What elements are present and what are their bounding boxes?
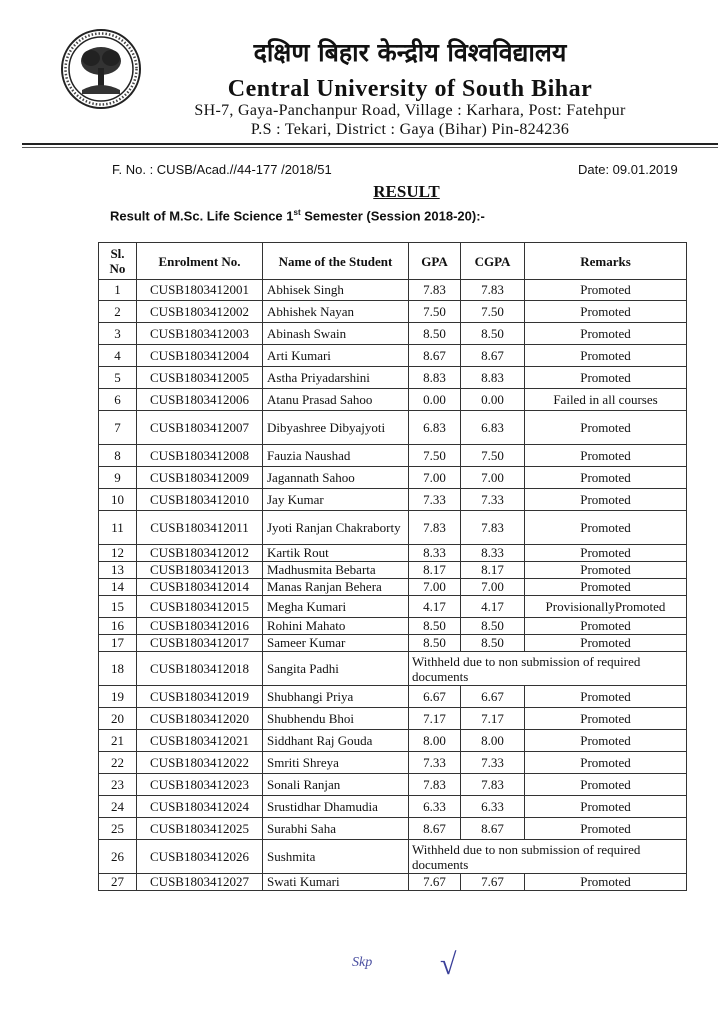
cell-student-name: Abinash Swain [263, 323, 409, 345]
cell-enrolment-no: CUSB1803412017 [137, 635, 263, 652]
cell-sl-no: 5 [99, 367, 137, 389]
cell-remarks: Promoted [525, 345, 687, 367]
cell-cgpa: 4.17 [461, 596, 525, 618]
cell-student-name: Jay Kumar [263, 489, 409, 511]
cell-enrolment-no: CUSB1803412021 [137, 730, 263, 752]
cell-gpa: 7.00 [409, 579, 461, 596]
cell-cgpa: 8.67 [461, 345, 525, 367]
cell-remarks: Promoted [525, 618, 687, 635]
signature-mark: √ [440, 948, 457, 981]
cell-cgpa: 7.33 [461, 489, 525, 511]
cell-cgpa: 7.83 [461, 280, 525, 301]
cell-enrolment-no: CUSB1803412011 [137, 511, 263, 545]
table-row [99, 301, 687, 323]
cell-cgpa: 7.00 [461, 579, 525, 596]
cell-student-name: Megha Kumari [263, 596, 409, 618]
cell-gpa: 7.83 [409, 280, 461, 301]
cell-sl-no: 7 [99, 411, 137, 445]
cell-sl-no: 12 [99, 545, 137, 562]
cell-withheld-remark: Withheld due to non submission of required documents [409, 652, 687, 686]
cell-enrolment-no: CUSB1803412013 [137, 562, 263, 579]
cell-cgpa: 8.50 [461, 618, 525, 635]
cell-gpa: 7.17 [409, 708, 461, 730]
cell-enrolment-no: CUSB1803412002 [137, 301, 263, 323]
table-row [99, 445, 687, 467]
cell-student-name: Surabhi Saha [263, 818, 409, 840]
university-name: Central University of South Bihar [227, 76, 593, 102]
cell-cgpa: 7.83 [461, 774, 525, 796]
cell-gpa: 7.00 [409, 467, 461, 489]
cell-enrolment-no: CUSB1803412004 [137, 345, 263, 367]
cell-gpa: 7.50 [409, 445, 461, 467]
address-line-2: P.S : Tekari, District : Gaya (Bihar) Pin-824236 [250, 121, 570, 138]
cell-enrolment-no: CUSB1803412019 [137, 686, 263, 708]
cell-cgpa: 8.17 [461, 562, 525, 579]
cell-cgpa: 8.50 [461, 635, 525, 652]
cell-student-name: Smriti Shreya [263, 752, 409, 774]
cell-sl-no: 6 [99, 389, 137, 411]
cell-remarks: Promoted [525, 708, 687, 730]
table-row [99, 618, 687, 635]
cell-sl-no: 13 [99, 562, 137, 579]
cell-sl-no: 18 [99, 652, 137, 686]
cell-cgpa: 8.33 [461, 545, 525, 562]
table-row [99, 730, 687, 752]
cell-remarks: Promoted [525, 752, 687, 774]
cell-enrolment-no: CUSB1803412024 [137, 796, 263, 818]
cell-remarks: Promoted [525, 323, 687, 345]
cell-sl-no: 24 [99, 796, 137, 818]
cell-student-name: Rohini Mahato [263, 618, 409, 635]
cell-remarks: Promoted [525, 467, 687, 489]
table-row [99, 345, 687, 367]
cell-remarks: Promoted [525, 818, 687, 840]
cell-cgpa: 7.50 [461, 445, 525, 467]
document-date: Date: 09.01.2019 [578, 162, 678, 177]
cell-sl-no: 4 [99, 345, 137, 367]
cell-student-name: Sonali Ranjan [263, 774, 409, 796]
cell-enrolment-no: CUSB1803412026 [137, 840, 263, 874]
file-number: F. No. : CUSB/Acad.//44-177 /2018/51 [112, 162, 332, 177]
cell-student-name: Srustidhar Dhamudia [263, 796, 409, 818]
cell-gpa: 6.33 [409, 796, 461, 818]
cell-cgpa: 7.17 [461, 708, 525, 730]
cell-cgpa: 7.83 [461, 511, 525, 545]
header-divider [22, 143, 718, 145]
cell-remarks: Promoted [525, 686, 687, 708]
cell-enrolment-no: CUSB1803412001 [137, 280, 263, 301]
cell-gpa: 8.50 [409, 323, 461, 345]
cell-gpa: 8.50 [409, 635, 461, 652]
cell-enrolment-no: CUSB1803412015 [137, 596, 263, 618]
cell-remarks: Promoted [525, 489, 687, 511]
cell-remarks: ProvisionallyPromoted [525, 596, 687, 618]
cell-cgpa: 6.83 [461, 411, 525, 445]
table-row [99, 467, 687, 489]
cell-cgpa: 6.33 [461, 796, 525, 818]
cell-gpa: 8.50 [409, 618, 461, 635]
cell-withheld-remark: Withheld due to non submission of required documents [409, 840, 687, 874]
result-heading: RESULT [373, 182, 440, 201]
cell-remarks: Promoted [525, 562, 687, 579]
cell-gpa: 7.83 [409, 511, 461, 545]
cell-cgpa: 7.00 [461, 467, 525, 489]
cell-enrolment-no: CUSB1803412014 [137, 579, 263, 596]
table-row [99, 367, 687, 389]
col-header-name: Name of the Student [263, 243, 409, 280]
cell-sl-no: 25 [99, 818, 137, 840]
cell-remarks: Promoted [525, 796, 687, 818]
cell-student-name: Sangita Padhi [263, 652, 409, 686]
cell-sl-no: 23 [99, 774, 137, 796]
table-row [99, 686, 687, 708]
cell-remarks: Promoted [525, 774, 687, 796]
cell-enrolment-no: CUSB1803412003 [137, 323, 263, 345]
cell-student-name: Abhishek Nayan [263, 301, 409, 323]
table-row [99, 280, 687, 301]
table-row [99, 635, 687, 652]
cell-cgpa: 7.50 [461, 301, 525, 323]
cell-student-name: Abhisek Singh [263, 280, 409, 301]
result-table [98, 242, 687, 891]
table-row [99, 411, 687, 445]
cell-sl-no: 8 [99, 445, 137, 467]
cell-cgpa: 8.83 [461, 367, 525, 389]
table-row [99, 796, 687, 818]
cell-student-name: Shubhangi Priya [263, 686, 409, 708]
header-divider-thin [22, 147, 718, 148]
cell-sl-no: 2 [99, 301, 137, 323]
cell-student-name: Jyoti Ranjan Chakraborty [263, 511, 409, 545]
cell-enrolment-no: CUSB1803412005 [137, 367, 263, 389]
cell-sl-no: 19 [99, 686, 137, 708]
table-row [99, 562, 687, 579]
table-row [99, 874, 687, 891]
cell-sl-no: 10 [99, 489, 137, 511]
cell-cgpa: 8.00 [461, 730, 525, 752]
cell-cgpa: 6.67 [461, 686, 525, 708]
cell-enrolment-no: CUSB1803412006 [137, 389, 263, 411]
cell-gpa: 6.83 [409, 411, 461, 445]
cell-gpa: 8.67 [409, 818, 461, 840]
cell-cgpa: 0.00 [461, 389, 525, 411]
cell-cgpa: 8.50 [461, 323, 525, 345]
cell-gpa: 8.17 [409, 562, 461, 579]
col-header-enrolment: Enrolment No. [137, 243, 263, 280]
cell-sl-no: 9 [99, 467, 137, 489]
cell-student-name: Fauzia Naushad [263, 445, 409, 467]
cell-sl-no: 1 [99, 280, 137, 301]
col-header-cgpa: CGPA [461, 243, 525, 280]
cell-student-name: Arti Kumari [263, 345, 409, 367]
cell-remarks: Promoted [525, 579, 687, 596]
cell-remarks: Promoted [525, 874, 687, 891]
cell-student-name: Shubhendu Bhoi [263, 708, 409, 730]
cell-enrolment-no: CUSB1803412008 [137, 445, 263, 467]
cell-sl-no: 26 [99, 840, 137, 874]
cell-enrolment-no: CUSB1803412012 [137, 545, 263, 562]
cell-remarks: Promoted [525, 411, 687, 445]
table-row [99, 774, 687, 796]
cell-gpa: 8.83 [409, 367, 461, 389]
table-row [99, 579, 687, 596]
cell-gpa: 0.00 [409, 389, 461, 411]
table-row [99, 752, 687, 774]
cell-sl-no: 14 [99, 579, 137, 596]
cell-remarks: Promoted [525, 730, 687, 752]
cell-remarks: Promoted [525, 367, 687, 389]
cell-sl-no: 15 [99, 596, 137, 618]
table-row [99, 652, 687, 686]
university-seal-logo [60, 28, 142, 110]
table-row [99, 511, 687, 545]
table-row [99, 545, 687, 562]
cell-student-name: Atanu Prasad Sahoo [263, 389, 409, 411]
cell-student-name: Astha Priyadarshini [263, 367, 409, 389]
cell-remarks: Failed in all courses [525, 389, 687, 411]
cell-remarks: Promoted [525, 635, 687, 652]
cell-student-name: Kartik Rout [263, 545, 409, 562]
cell-student-name: Madhusmita Bebarta [263, 562, 409, 579]
cell-remarks: Promoted [525, 301, 687, 323]
cell-enrolment-no: CUSB1803412022 [137, 752, 263, 774]
cell-gpa: 6.67 [409, 686, 461, 708]
cell-gpa: 7.67 [409, 874, 461, 891]
cell-student-name: Siddhant Raj Gouda [263, 730, 409, 752]
table-row [99, 708, 687, 730]
cell-sl-no: 22 [99, 752, 137, 774]
cell-student-name: Sameer Kumar [263, 635, 409, 652]
cell-cgpa: 7.33 [461, 752, 525, 774]
result-subtitle: Result of M.Sc. Life Science 1st Semester (Session 2018-20):- [110, 208, 485, 224]
cell-gpa: 8.00 [409, 730, 461, 752]
cell-student-name: Sushmita [263, 840, 409, 874]
cell-sl-no: 27 [99, 874, 137, 891]
cell-student-name: Dibyashree Dibyajyoti [263, 411, 409, 445]
table-row [99, 323, 687, 345]
cell-gpa: 7.50 [409, 301, 461, 323]
table-row [99, 818, 687, 840]
table-header-row [99, 243, 687, 280]
cell-sl-no: 16 [99, 618, 137, 635]
cell-remarks: Promoted [525, 445, 687, 467]
university-name-hindi: दक्षिण बिहार केन्द्रीय विश्वविद्यालय [253, 38, 567, 67]
col-header-remarks: Remarks [525, 243, 687, 280]
cell-student-name: Jagannath Sahoo [263, 467, 409, 489]
col-header-gpa: GPA [409, 243, 461, 280]
cell-enrolment-no: CUSB1803412016 [137, 618, 263, 635]
table-row [99, 840, 687, 874]
cell-enrolment-no: CUSB1803412018 [137, 652, 263, 686]
cell-enrolment-no: CUSB1803412010 [137, 489, 263, 511]
cell-gpa: 7.33 [409, 752, 461, 774]
table-row [99, 389, 687, 411]
cell-remarks: Promoted [525, 511, 687, 545]
signature-initials: Skp [352, 955, 373, 970]
cell-enrolment-no: CUSB1803412020 [137, 708, 263, 730]
cell-sl-no: 17 [99, 635, 137, 652]
cell-sl-no: 3 [99, 323, 137, 345]
table-row [99, 596, 687, 618]
cell-gpa: 4.17 [409, 596, 461, 618]
cell-gpa: 8.33 [409, 545, 461, 562]
cell-remarks: Promoted [525, 545, 687, 562]
cell-enrolment-no: CUSB1803412007 [137, 411, 263, 445]
cell-enrolment-no: CUSB1803412009 [137, 467, 263, 489]
cell-enrolment-no: CUSB1803412025 [137, 818, 263, 840]
cell-cgpa: 7.67 [461, 874, 525, 891]
cell-student-name: Swati Kumari [263, 874, 409, 891]
cell-remarks: Promoted [525, 280, 687, 301]
cell-enrolment-no: CUSB1803412027 [137, 874, 263, 891]
cell-sl-no: 20 [99, 708, 137, 730]
cell-cgpa: 8.67 [461, 818, 525, 840]
cell-gpa: 8.67 [409, 345, 461, 367]
cell-sl-no: 11 [99, 511, 137, 545]
cell-gpa: 7.33 [409, 489, 461, 511]
table-row [99, 489, 687, 511]
address-line-1: SH-7, Gaya-Panchanpur Road, Village : Karhara, Post: Fatehpur [194, 102, 626, 119]
cell-enrolment-no: CUSB1803412023 [137, 774, 263, 796]
cell-gpa: 7.83 [409, 774, 461, 796]
cell-sl-no: 21 [99, 730, 137, 752]
col-header-sl: Sl. No [99, 243, 137, 280]
cell-student-name: Manas Ranjan Behera [263, 579, 409, 596]
